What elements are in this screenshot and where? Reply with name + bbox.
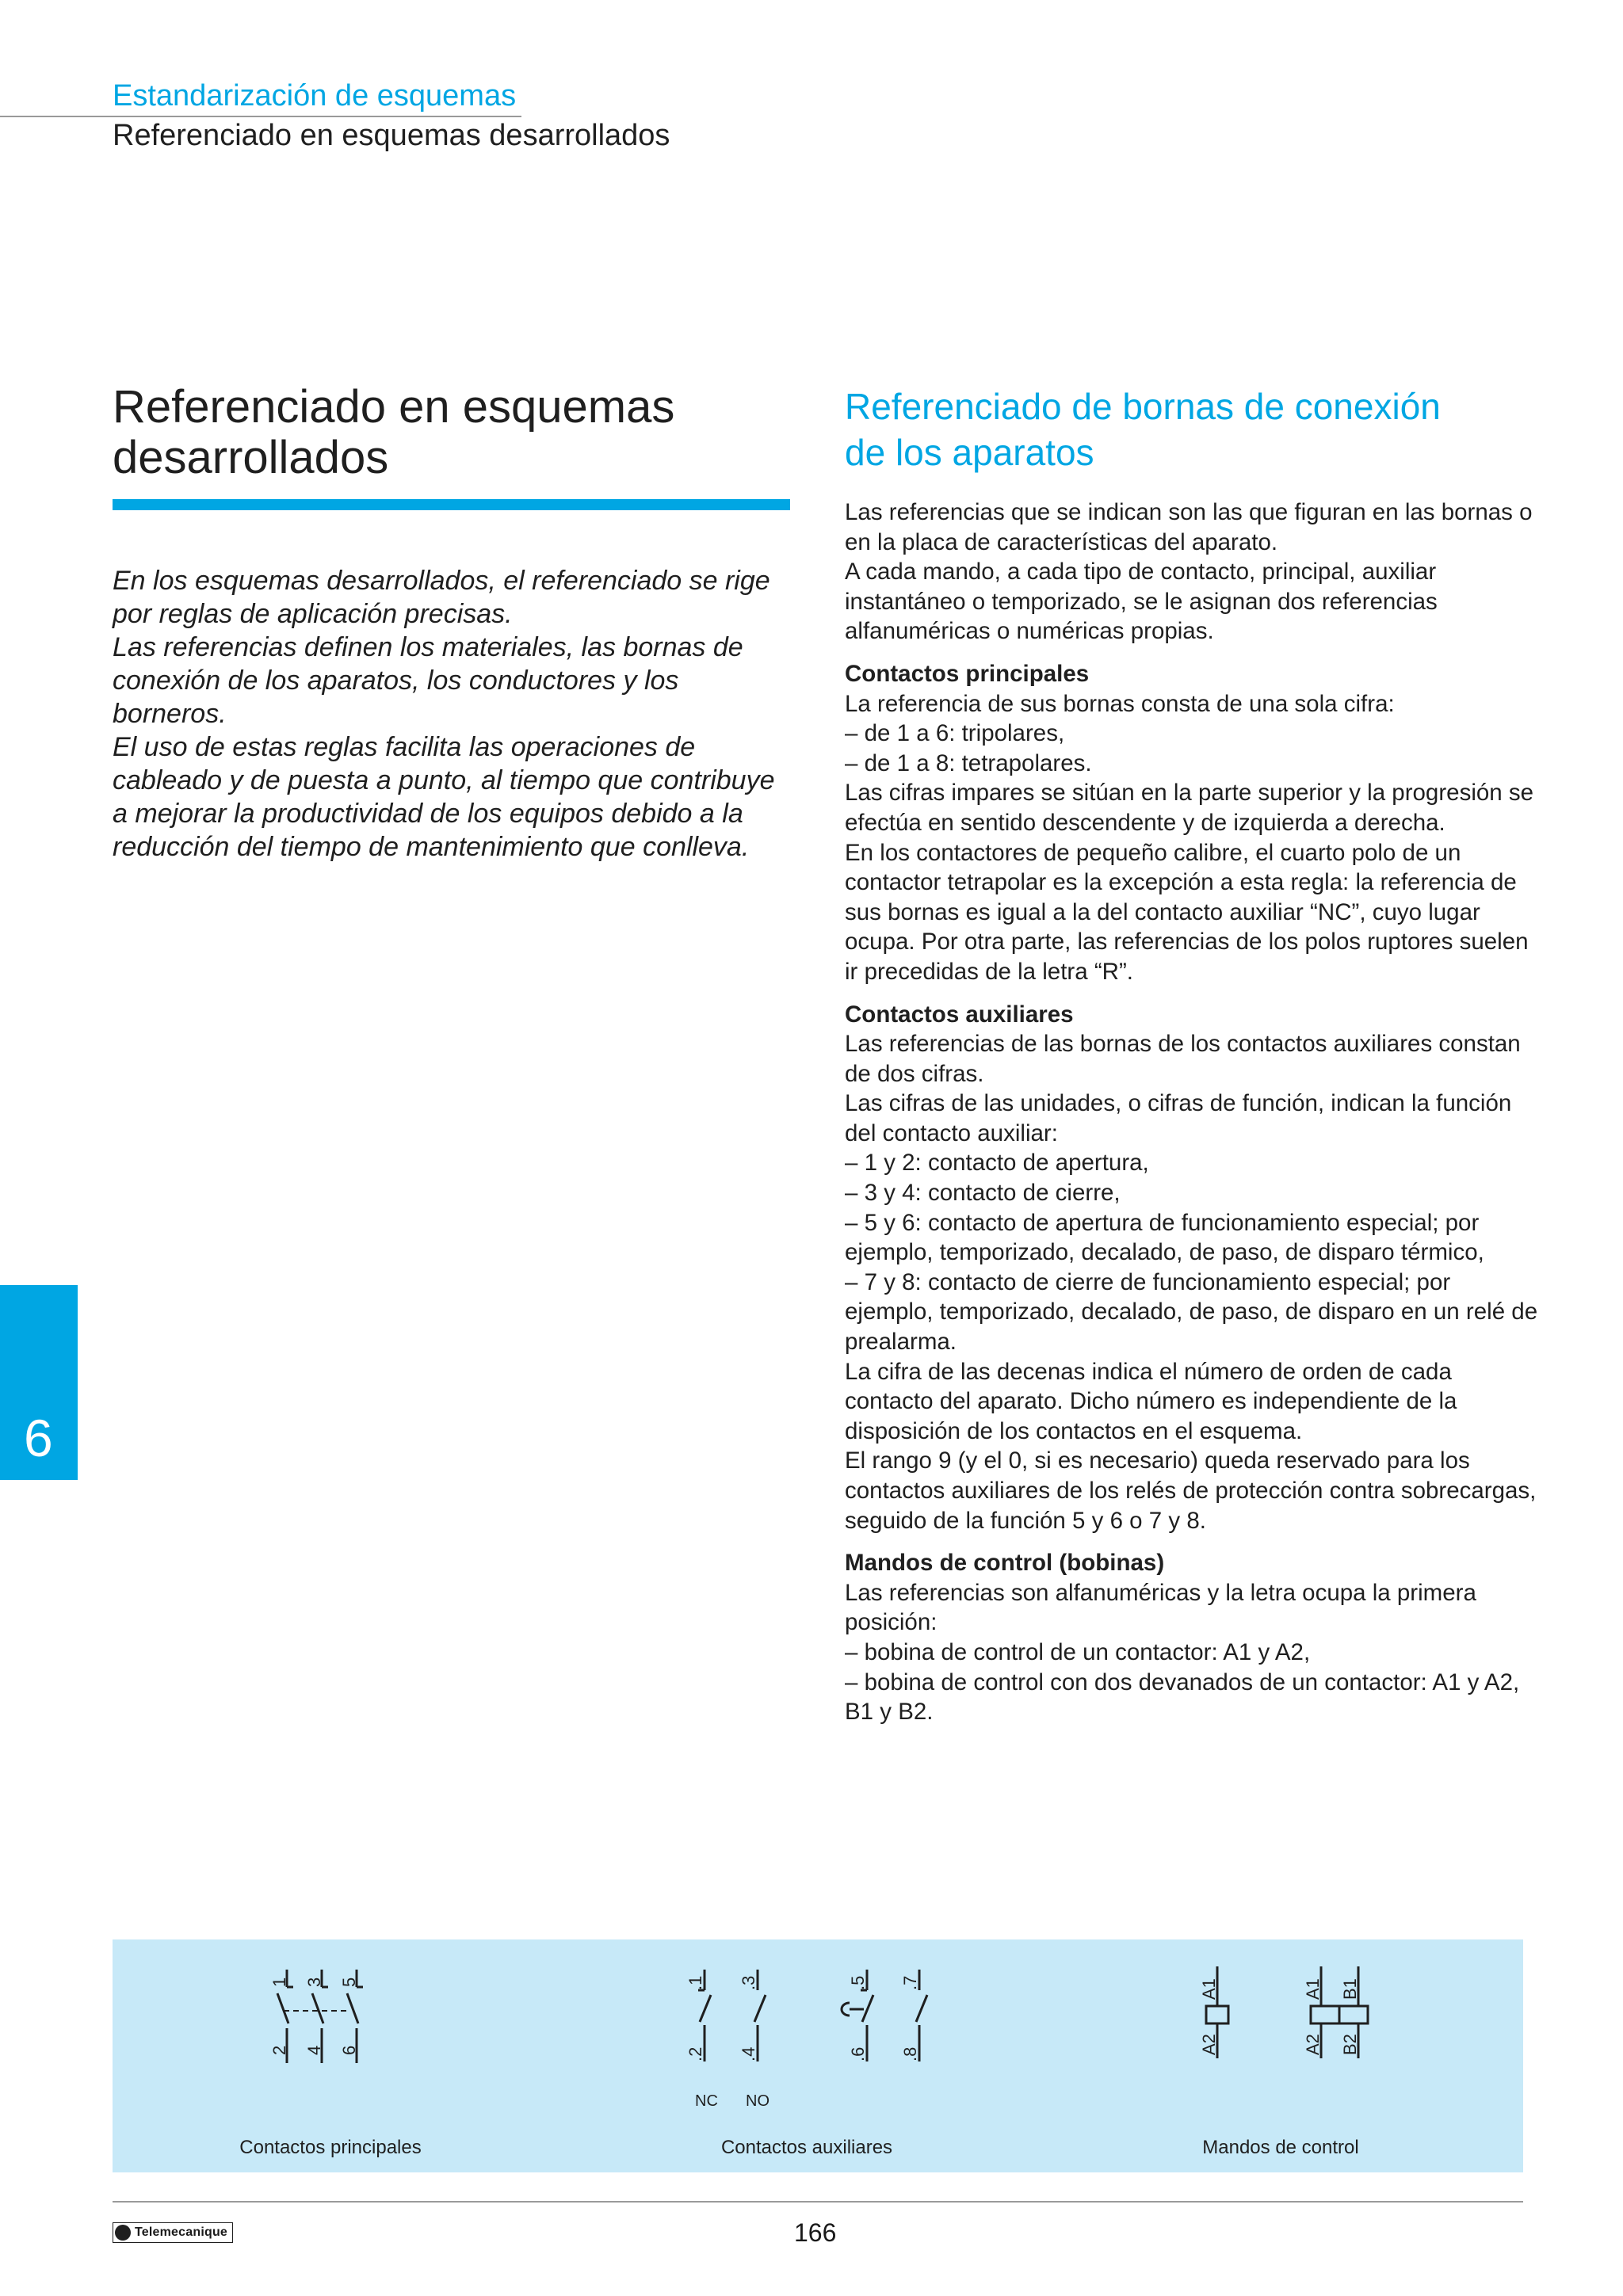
chapter-number: 6 [24,1409,53,1467]
terminal-label: 1 [269,1977,289,1987]
left-title-line2: desarrollados [113,432,389,483]
coil-terminal-label: A2 [1199,2034,1219,2055]
terminal-label: .6 [848,2046,868,2061]
right-title-line2: de los aparatos [845,432,1094,473]
intro-paragraph: En los esquemas desarrollados, el referenciado se rige por reglas de aplicación precisas. [113,566,770,629]
terminal-label: .5 [848,1975,868,1990]
coil-terminal-label: A2 [1303,2034,1323,2055]
terminal-label: .3 [739,1975,758,1990]
coil-terminal-label: A1 [1199,1978,1219,2000]
left-title-line1: Referenciado en esquemas [113,381,675,433]
brand-logo-icon [115,2225,131,2241]
body-paragraph: A cada mando, a cada tipo de contacto, principal, auxiliar instantáneo o temporizado, se le asignan dos referencias alfanuméricas o numéricas propias. [845,559,1438,645]
body-paragraph: Las referencias son alfanuméricas y la letra ocupa la primera posición: [845,1579,1476,1636]
intro-paragraph: Las referencias definen los materiales, las bornas de conexión de los aparatos, los conductores y los borneros. [113,632,743,729]
body-paragraph: La cifra de las decenas indica el número de orden de cada contacto del aparato. Dicho número es independiente de la disposición de los contactos en el esquema. [845,1358,1457,1444]
body-paragraph: La referencia de sus bornas consta de una sola cifra: [845,690,1395,717]
page-number: 166 [794,2218,837,2247]
coil-terminal-label: B2 [1340,2034,1360,2055]
body-list-item: – bobina de control con dos devanados de un contactor: A1 y A2, B1 y B2. [845,1669,1520,1726]
caption-contactos-principales: Contactos principales [239,2137,422,2158]
body-list-item: – de 1 a 8: tetrapolares. [845,749,1092,776]
body-list-item: – 1 y 2: contacto de apertura, [845,1150,1149,1177]
right-body [845,498,1542,1727]
diagram-panel [113,1939,1523,2172]
coil-terminal-label: B1 [1340,1978,1360,2000]
intro-paragraph: El uso de estas reglas facilita las operaciones de cableado y de puesta a punto, al tiempo que contribuye a mejorar la productividad de los equipos debido a la reducción del tiempo de mantenimiento que conlleva. [113,732,775,862]
right-title-line1: Referenciado de bornas de conexión [845,386,1441,427]
nc-label: NC [695,2092,718,2110]
body-paragraph: En los contactores de pequeño calibre, el cuarto polo de un contactor tetrapolar es la excepción a esta regla: la referencia de sus bornas es igual a la del contacto auxiliar “NC”, cuyo lugar ocupa. Por otra parte, las referencias de los polos ruptores suelen ir precedidas de la letra “R”. [845,839,1529,985]
header-rule [0,116,521,117]
caption-mandos-de-control: Mandos de control [1202,2137,1359,2158]
terminal-label: .1 [685,1975,705,1990]
no-label: NO [746,2092,769,2110]
terminal-label: .4 [739,2046,758,2061]
body-paragraph: El rango 9 (y el 0, si es necesario) queda reservado para los contactos auxiliares de los relés de protección contra sobrecargas, seguido de la función 5 y 6 o 7 y 8. [845,1447,1537,1534]
body-list-item: – de 1 a 6: tripolares, [845,720,1065,747]
brand-name: Telemecanique [135,2225,228,2239]
body-paragraph: Las cifras de las unidades, o cifras de función, indican la función del contacto auxiliar: [845,1090,1512,1146]
body-paragraph: Las referencias de las bornas de los contactos auxiliares constan de dos cifras. [845,1031,1521,1087]
terminal-label: 5 [339,1977,359,1987]
terminal-label: 4 [304,2045,324,2055]
heading-mandos-de-control: Mandos de control (bobinas) [845,1550,1165,1577]
header-section: Estandarización de esquemas [113,79,517,113]
brand-logo [113,2222,233,2243]
body-list-item: – 7 y 8: contacto de cierre de funcionamiento especial; por ejemplo, temporizado, decalado, de paso, de disparo en un relé de prealarma. [845,1268,1538,1356]
body-list-item: – 3 y 4: contacto de cierre, [845,1180,1121,1207]
terminal-label: .2 [685,2046,705,2061]
body-list-item: – bobina de control de un contactor: A1 y A2, [845,1638,1311,1665]
body-list-item: – 5 y 6: contacto de apertura de funcionamiento especial; por ejemplo, temporizado, decalado, de paso, de disparo térmico, [845,1209,1484,1266]
intro-text [113,564,794,864]
coil-terminal-label: A1 [1303,1978,1323,2000]
left-title [113,382,794,483]
terminal-diagrams [113,1939,1523,2172]
aux-contacts-diagram [698,1970,927,2061]
header-subsection: Referenciado en esquemas desarrollados [113,119,670,152]
heading-contactos-auxiliares: Contactos auxiliares [845,1001,1074,1028]
left-title-rule [113,499,790,510]
right-title [845,383,1590,475]
body-paragraph: Las referencias que se indican son las que figuran en las bornas o en la placa de características del aparato. [845,499,1533,555]
terminal-label: .8 [900,2046,920,2061]
body-paragraph: Las cifras impares se sitúan en la parte superior y la progresión se efectúa en sentido descendente y de izquierda a derecha. [845,780,1534,836]
terminal-label: 2 [269,2045,289,2055]
terminal-label: 3 [304,1977,324,1987]
terminal-label: .7 [900,1975,920,1990]
heading-contactos-principales: Contactos principales [845,660,1090,687]
caption-contactos-auxiliares: Contactos auxiliares [720,2137,893,2158]
footer-rule [113,2201,1523,2203]
terminal-label: 6 [339,2045,359,2055]
